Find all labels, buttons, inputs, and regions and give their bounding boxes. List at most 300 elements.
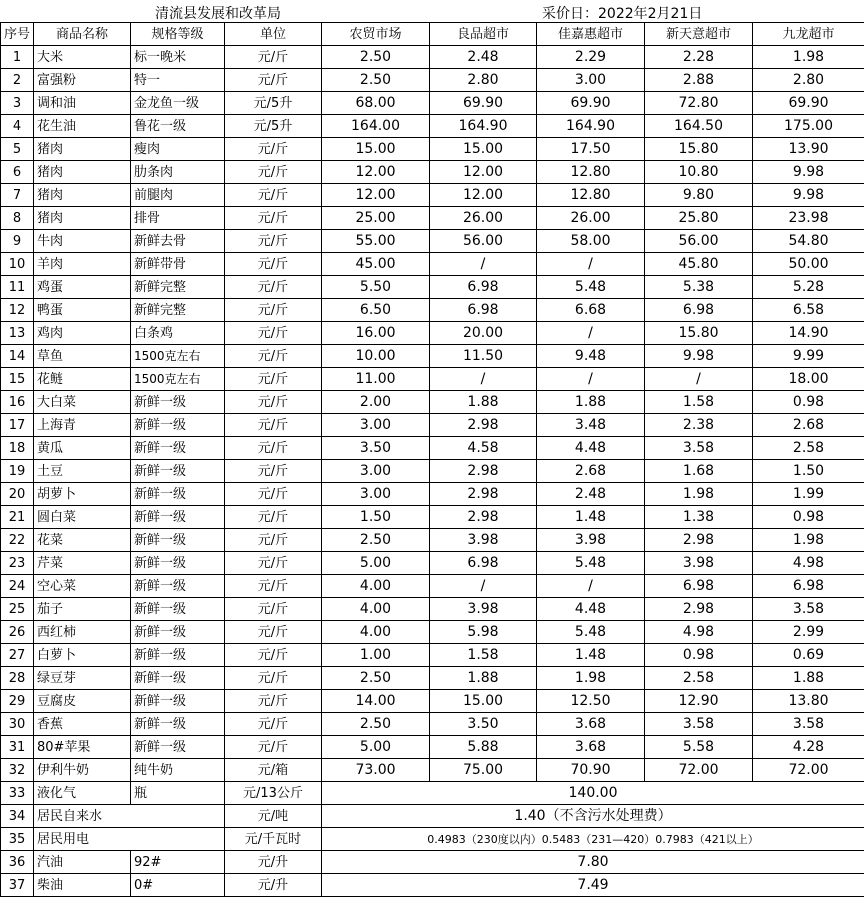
unit: 元/斤: [225, 552, 322, 575]
product-name: 胡萝卜: [34, 483, 131, 506]
price-liangpin: 2.98: [430, 414, 537, 437]
product-name: 草鱼: [34, 345, 131, 368]
unit: 元/斤: [225, 138, 322, 161]
spec-grade: 新鲜一级: [131, 713, 225, 736]
product-name: 西红柿: [34, 621, 131, 644]
price-farmers-market: 4.00: [322, 575, 430, 598]
price-xintianyi: 2.98: [645, 529, 753, 552]
price-jiajiahui: 6.68: [537, 299, 645, 322]
product-name: 居民自来水: [34, 805, 225, 828]
table-row: [1, 115, 864, 138]
price-jiulong: 3.58: [753, 598, 864, 621]
price-liangpin: 2.98: [430, 460, 537, 483]
price-jiulong: 0.98: [753, 391, 864, 414]
price-xintianyi: 3.58: [645, 713, 753, 736]
row-number: 12: [1, 299, 34, 322]
price-xintianyi: 25.80: [645, 207, 753, 230]
table-row: [1, 207, 864, 230]
row-number: 2: [1, 69, 34, 92]
merged-price: 1.40（不含污水处理费）: [322, 805, 864, 828]
product-name: 豆腐皮: [34, 690, 131, 713]
product-name: 调和油: [34, 92, 131, 115]
product-name: 猪肉: [34, 161, 131, 184]
spec-grade: 新鲜一级: [131, 483, 225, 506]
table-row: [1, 874, 864, 897]
price-liangpin: /: [430, 575, 537, 598]
price-farmers-market: 4.00: [322, 621, 430, 644]
price-farmers-market: 2.50: [322, 46, 430, 69]
row-number: 14: [1, 345, 34, 368]
price-jiajiahui: 5.48: [537, 552, 645, 575]
price-liangpin: 2.98: [430, 483, 537, 506]
price-liangpin: 2.48: [430, 46, 537, 69]
price-farmers-market: 5.50: [322, 276, 430, 299]
column-header: 商品名称: [34, 23, 131, 46]
unit: 元/斤: [225, 368, 322, 391]
unit: 元/斤: [225, 69, 322, 92]
price-jiulong: 5.28: [753, 276, 864, 299]
price-jiajiahui: 17.50: [537, 138, 645, 161]
price-xintianyi: 2.98: [645, 598, 753, 621]
price-farmers-market: 2.50: [322, 69, 430, 92]
unit: 元/斤: [225, 276, 322, 299]
unit: 元/斤: [225, 161, 322, 184]
merged-price: 0.4983（230度以内）0.5483（231—420）0.7983（421以上）: [322, 828, 864, 851]
price-liangpin: 4.58: [430, 437, 537, 460]
row-number: 37: [1, 874, 34, 897]
price-jiajiahui: 4.48: [537, 598, 645, 621]
table-row: [1, 713, 864, 736]
price-jiajiahui: 58.00: [537, 230, 645, 253]
price-liangpin: 164.90: [430, 115, 537, 138]
price-farmers-market: 164.00: [322, 115, 430, 138]
price-xintianyi: 45.80: [645, 253, 753, 276]
price-xintianyi: 72.00: [645, 759, 753, 782]
unit: 元/斤: [225, 736, 322, 759]
unit: 元/箱: [225, 759, 322, 782]
table-row: [1, 483, 864, 506]
price-jiulong: 9.99: [753, 345, 864, 368]
product-name: 大白菜: [34, 391, 131, 414]
product-name: 上海青: [34, 414, 131, 437]
unit: 元/斤: [225, 391, 322, 414]
price-jiajiahui: 3.68: [537, 713, 645, 736]
unit: 元/斤: [225, 437, 322, 460]
spec-grade: 新鲜一级: [131, 391, 225, 414]
price-xintianyi: 2.58: [645, 667, 753, 690]
product-name: 鸡蛋: [34, 276, 131, 299]
product-name: 芹菜: [34, 552, 131, 575]
unit: 元/吨: [225, 805, 322, 828]
unit: 元/升: [225, 874, 322, 897]
price-jiajiahui: /: [537, 368, 645, 391]
table-row: [1, 69, 864, 92]
spec-grade: 新鲜一级: [131, 529, 225, 552]
table-row: [1, 575, 864, 598]
spec-grade: 白条鸡: [131, 322, 225, 345]
table-row: [1, 598, 864, 621]
product-name: 鸭蛋: [34, 299, 131, 322]
product-name: 汽油: [34, 851, 131, 874]
price-liangpin: 6.98: [430, 299, 537, 322]
price-xintianyi: 72.80: [645, 92, 753, 115]
survey-date: 采价日：2022年2月21日: [542, 6, 703, 22]
row-number: 26: [1, 621, 34, 644]
price-jiajiahui: 5.48: [537, 276, 645, 299]
price-liangpin: 20.00: [430, 322, 537, 345]
product-name: 牛肉: [34, 230, 131, 253]
row-number: 21: [1, 506, 34, 529]
price-farmers-market: 3.50: [322, 437, 430, 460]
price-farmers-market: 2.00: [322, 391, 430, 414]
product-name: 猪肉: [34, 184, 131, 207]
price-jiulong: 2.58: [753, 437, 864, 460]
table-row: [1, 759, 864, 782]
price-jiajiahui: 4.48: [537, 437, 645, 460]
column-header: 单位: [225, 23, 322, 46]
price-xintianyi: 56.00: [645, 230, 753, 253]
spec-grade: 新鲜一级: [131, 667, 225, 690]
table-row: [1, 138, 864, 161]
unit: 元/13公斤: [225, 782, 322, 805]
unit: 元/斤: [225, 598, 322, 621]
price-xintianyi: 2.38: [645, 414, 753, 437]
row-number: 9: [1, 230, 34, 253]
price-liangpin: 3.98: [430, 529, 537, 552]
sheet-header: [0, 0, 864, 22]
product-name: 黄瓜: [34, 437, 131, 460]
spec-grade: 特一: [131, 69, 225, 92]
product-name: 花生油: [34, 115, 131, 138]
price-liangpin: 69.90: [430, 92, 537, 115]
price-liangpin: 3.50: [430, 713, 537, 736]
price-jiajiahui: 3.48: [537, 414, 645, 437]
price-xintianyi: /: [645, 368, 753, 391]
table-row: [1, 552, 864, 575]
price-jiulong: 1.98: [753, 529, 864, 552]
price-farmers-market: 1.50: [322, 506, 430, 529]
price-xintianyi: 4.98: [645, 621, 753, 644]
price-farmers-market: 3.00: [322, 483, 430, 506]
price-jiajiahui: /: [537, 253, 645, 276]
unit: 元/升: [225, 851, 322, 874]
price-jiulong: 1.99: [753, 483, 864, 506]
price-farmers-market: 16.00: [322, 322, 430, 345]
spec-grade: 前腿肉: [131, 184, 225, 207]
spec-grade: 标一晚米: [131, 46, 225, 69]
price-jiulong: 1.88: [753, 667, 864, 690]
product-name: 鸡肉: [34, 322, 131, 345]
row-number: 25: [1, 598, 34, 621]
unit: 元/斤: [225, 299, 322, 322]
price-farmers-market: 25.00: [322, 207, 430, 230]
unit: 元/斤: [225, 529, 322, 552]
price-xintianyi: 15.80: [645, 322, 753, 345]
spec-grade: 新鲜一级: [131, 437, 225, 460]
price-jiulong: 6.58: [753, 299, 864, 322]
unit: 元/斤: [225, 460, 322, 483]
price-xintianyi: 2.28: [645, 46, 753, 69]
table-row: [1, 184, 864, 207]
row-number: 24: [1, 575, 34, 598]
price-jiulong: 0.69: [753, 644, 864, 667]
price-liangpin: 6.98: [430, 276, 537, 299]
price-liangpin: 11.50: [430, 345, 537, 368]
merged-price: 140.00: [322, 782, 864, 805]
price-liangpin: 15.00: [430, 690, 537, 713]
product-name: 伊利牛奶: [34, 759, 131, 782]
price-liangpin: 2.98: [430, 506, 537, 529]
spec-grade: 新鲜一级: [131, 736, 225, 759]
price-jiajiahui: 3.98: [537, 529, 645, 552]
price-liangpin: 26.00: [430, 207, 537, 230]
price-jiajiahui: 69.90: [537, 92, 645, 115]
product-name: 80#苹果: [34, 736, 131, 759]
price-jiajiahui: 1.48: [537, 506, 645, 529]
price-jiajiahui: 12.80: [537, 161, 645, 184]
spec-grade: 新鲜一级: [131, 621, 225, 644]
product-name: 香蕉: [34, 713, 131, 736]
column-header: 新天意超市: [645, 23, 753, 46]
price-jiajiahui: 5.48: [537, 621, 645, 644]
table-body: [1, 46, 864, 897]
price-liangpin: 2.80: [430, 69, 537, 92]
table-row: [1, 230, 864, 253]
table-row: [1, 161, 864, 184]
price-liangpin: 5.88: [430, 736, 537, 759]
price-jiajiahui: 2.68: [537, 460, 645, 483]
price-farmers-market: 15.00: [322, 138, 430, 161]
price-farmers-market: 2.50: [322, 713, 430, 736]
table-row: [1, 851, 864, 874]
row-number: 7: [1, 184, 34, 207]
price-jiulong: 72.00: [753, 759, 864, 782]
price-xintianyi: 1.38: [645, 506, 753, 529]
product-name: 土豆: [34, 460, 131, 483]
spec-grade: 92#: [131, 851, 225, 874]
unit: 元/斤: [225, 322, 322, 345]
price-jiulong: 50.00: [753, 253, 864, 276]
price-xintianyi: 6.98: [645, 575, 753, 598]
row-number: 34: [1, 805, 34, 828]
unit: 元/斤: [225, 506, 322, 529]
spec-grade: 新鲜带骨: [131, 253, 225, 276]
row-number: 28: [1, 667, 34, 690]
price-liangpin: /: [430, 253, 537, 276]
price-farmers-market: 55.00: [322, 230, 430, 253]
table-row: [1, 276, 864, 299]
org-title: 清流县发展和改革局: [155, 6, 281, 22]
price-xintianyi: 9.98: [645, 345, 753, 368]
price-farmers-market: 3.00: [322, 414, 430, 437]
row-number: 15: [1, 368, 34, 391]
spec-grade: 鲁花一级: [131, 115, 225, 138]
row-number: 19: [1, 460, 34, 483]
price-table: [0, 22, 864, 897]
price-liangpin: 56.00: [430, 230, 537, 253]
row-number: 11: [1, 276, 34, 299]
table-row: [1, 368, 864, 391]
table-row: [1, 828, 864, 851]
unit: 元/斤: [225, 575, 322, 598]
unit: 元/斤: [225, 690, 322, 713]
price-farmers-market: 1.00: [322, 644, 430, 667]
table-row: [1, 345, 864, 368]
spec-grade: 0#: [131, 874, 225, 897]
price-farmers-market: 68.00: [322, 92, 430, 115]
row-number: 16: [1, 391, 34, 414]
price-xintianyi: 3.98: [645, 552, 753, 575]
table-row: [1, 690, 864, 713]
column-header: 农贸市场: [322, 23, 430, 46]
product-name: 大米: [34, 46, 131, 69]
row-number: 17: [1, 414, 34, 437]
table-header-row: [1, 23, 864, 46]
unit: 元/斤: [225, 345, 322, 368]
product-name: 富强粉: [34, 69, 131, 92]
unit: 元/斤: [225, 621, 322, 644]
table-row: [1, 414, 864, 437]
spec-grade: 新鲜一级: [131, 552, 225, 575]
unit: 元/斤: [225, 207, 322, 230]
row-number: 10: [1, 253, 34, 276]
unit: 元/斤: [225, 483, 322, 506]
price-farmers-market: 11.00: [322, 368, 430, 391]
product-name: 猪肉: [34, 138, 131, 161]
price-jiajiahui: 164.90: [537, 115, 645, 138]
price-jiajiahui: 1.48: [537, 644, 645, 667]
table-row: [1, 667, 864, 690]
price-farmers-market: 73.00: [322, 759, 430, 782]
price-farmers-market: 6.50: [322, 299, 430, 322]
price-farmers-market: 4.00: [322, 598, 430, 621]
price-xintianyi: 10.80: [645, 161, 753, 184]
price-jiajiahui: /: [537, 575, 645, 598]
row-number: 35: [1, 828, 34, 851]
table-row: [1, 92, 864, 115]
price-xintianyi: 2.88: [645, 69, 753, 92]
price-jiulong: 4.28: [753, 736, 864, 759]
unit: 元/斤: [225, 253, 322, 276]
table-row: [1, 253, 864, 276]
table-row: [1, 46, 864, 69]
row-number: 3: [1, 92, 34, 115]
price-xintianyi: 5.58: [645, 736, 753, 759]
row-number: 18: [1, 437, 34, 460]
product-name: 茄子: [34, 598, 131, 621]
price-xintianyi: 0.98: [645, 644, 753, 667]
price-jiajiahui: 12.50: [537, 690, 645, 713]
row-number: 1: [1, 46, 34, 69]
price-liangpin: 12.00: [430, 184, 537, 207]
price-xintianyi: 9.80: [645, 184, 753, 207]
column-header: 序号: [1, 23, 34, 46]
row-number: 27: [1, 644, 34, 667]
product-name: 柴油: [34, 874, 131, 897]
price-xintianyi: 15.80: [645, 138, 753, 161]
price-jiulong: 23.98: [753, 207, 864, 230]
row-number: 33: [1, 782, 34, 805]
spec-grade: 新鲜一级: [131, 690, 225, 713]
price-jiulong: 13.90: [753, 138, 864, 161]
product-name: 羊肉: [34, 253, 131, 276]
price-jiulong: 3.58: [753, 713, 864, 736]
unit: 元/斤: [225, 667, 322, 690]
spec-grade: 1500克左右: [131, 368, 225, 391]
table-row: [1, 621, 864, 644]
price-jiajiahui: 3.00: [537, 69, 645, 92]
product-name: 花鲢: [34, 368, 131, 391]
price-farmers-market: 12.00: [322, 161, 430, 184]
unit: 元/斤: [225, 644, 322, 667]
spec-grade: 新鲜完整: [131, 276, 225, 299]
price-jiajiahui: /: [537, 322, 645, 345]
price-jiajiahui: 2.29: [537, 46, 645, 69]
price-jiulong: 54.80: [753, 230, 864, 253]
price-jiulong: 69.90: [753, 92, 864, 115]
row-number: 13: [1, 322, 34, 345]
price-farmers-market: 12.00: [322, 184, 430, 207]
row-number: 4: [1, 115, 34, 138]
price-farmers-market: 2.50: [322, 529, 430, 552]
spec-grade: 新鲜去骨: [131, 230, 225, 253]
merged-price: 7.49: [322, 874, 864, 897]
price-liangpin: 1.88: [430, 667, 537, 690]
product-name: 花菜: [34, 529, 131, 552]
price-xintianyi: 12.90: [645, 690, 753, 713]
price-jiulong: 9.98: [753, 161, 864, 184]
spec-grade: 纯牛奶: [131, 759, 225, 782]
price-jiulong: 2.99: [753, 621, 864, 644]
price-liangpin: 12.00: [430, 161, 537, 184]
price-xintianyi: 3.58: [645, 437, 753, 460]
product-name: 猪肉: [34, 207, 131, 230]
price-jiulong: 4.98: [753, 552, 864, 575]
product-name: 圆白菜: [34, 506, 131, 529]
price-jiajiahui: 9.48: [537, 345, 645, 368]
price-jiulong: 6.98: [753, 575, 864, 598]
row-number: 8: [1, 207, 34, 230]
unit: 元/5升: [225, 92, 322, 115]
table-row: [1, 299, 864, 322]
price-xintianyi: 1.68: [645, 460, 753, 483]
spec-grade: 瘦肉: [131, 138, 225, 161]
unit: 元/斤: [225, 713, 322, 736]
table-row: [1, 736, 864, 759]
table-row: [1, 644, 864, 667]
table-row: [1, 506, 864, 529]
price-farmers-market: 14.00: [322, 690, 430, 713]
price-jiajiahui: 1.88: [537, 391, 645, 414]
row-number: 30: [1, 713, 34, 736]
price-xintianyi: 5.38: [645, 276, 753, 299]
price-liangpin: /: [430, 368, 537, 391]
table-row: [1, 529, 864, 552]
unit: 元/斤: [225, 46, 322, 69]
price-xintianyi: 1.98: [645, 483, 753, 506]
price-liangpin: 5.98: [430, 621, 537, 644]
price-jiulong: 2.68: [753, 414, 864, 437]
price-jiulong: 0.98: [753, 506, 864, 529]
table-row: [1, 782, 864, 805]
price-jiajiahui: 1.98: [537, 667, 645, 690]
price-jiulong: 1.98: [753, 46, 864, 69]
merged-price: 7.80: [322, 851, 864, 874]
price-liangpin: 75.00: [430, 759, 537, 782]
price-liangpin: 1.88: [430, 391, 537, 414]
spec-grade: 新鲜完整: [131, 299, 225, 322]
price-jiulong: 18.00: [753, 368, 864, 391]
